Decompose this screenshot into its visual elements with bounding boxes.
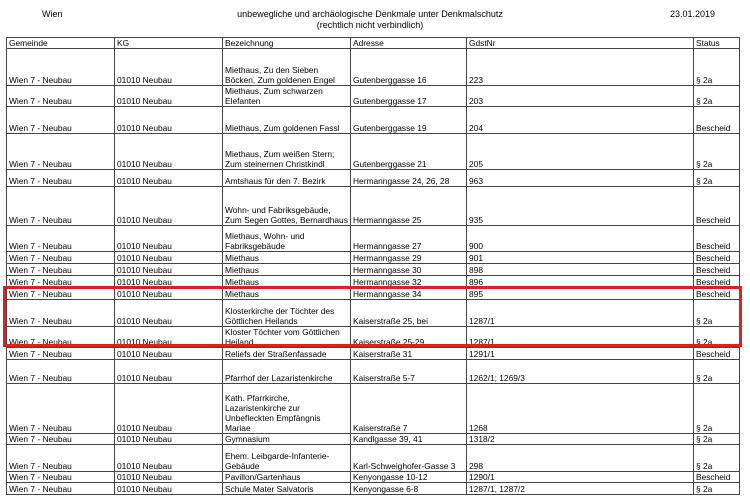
table-row [7, 187, 740, 226]
cell-status: Bescheid [694, 472, 740, 483]
table-row [7, 170, 740, 187]
cell-gdstnr: 204 [467, 107, 694, 134]
cell-adresse: Kenyongasse 10-12 [351, 472, 467, 483]
monument-table [6, 37, 740, 495]
cell-status: Bescheid [694, 348, 740, 360]
table-row [7, 288, 740, 300]
cell-status: § 2a [694, 134, 740, 170]
cell-kg: 01010 Neubau [115, 434, 223, 445]
cell-bezeichnung: Miethaus [223, 276, 351, 288]
cell-bezeichnung: Miethaus [223, 252, 351, 264]
table-row [7, 348, 740, 360]
cell-kg: 01010 Neubau [115, 300, 223, 327]
document-title [195, 9, 545, 31]
document-date: 23.01.2019 [670, 9, 716, 19]
cell-gemeinde: Wien 7 - Neubau [7, 49, 115, 86]
cell-adresse: Kaiserstraße 31 [351, 348, 467, 360]
cell-adresse: Hermanngasse 24, 26, 28 [351, 170, 467, 187]
cell-gemeinde: Wien 7 - Neubau [7, 252, 115, 264]
cell-status: § 2a [694, 86, 740, 107]
cell-gemeinde: Wien 7 - Neubau [7, 187, 115, 226]
cell-kg: 01010 Neubau [115, 134, 223, 170]
cell-gemeinde: Wien 7 - Neubau [7, 226, 115, 252]
cell-gdstnr: 896 [467, 276, 694, 288]
cell-gemeinde: Wien 7 - Neubau [7, 445, 115, 472]
cell-gdstnr: 895 [467, 288, 694, 300]
cell-adresse: Hermanngasse 32 [351, 276, 467, 288]
cell-status: § 2a [694, 445, 740, 472]
document-header [0, 0, 750, 36]
cell-kg: 01010 Neubau [115, 327, 223, 348]
table-row [7, 434, 740, 445]
cell-gdstnr: 900 [467, 226, 694, 252]
cell-gemeinde: Wien 7 - Neubau [7, 264, 115, 276]
cell-bezeichnung: Klosterkirche der Töchter des Göttlichen Heilands [223, 300, 351, 327]
cell-bezeichnung: Wohn- und Fabriksgebäude, Zum Segen Gottes, Bernardhaus [223, 187, 351, 226]
column-header-adresse: Adresse [351, 38, 467, 49]
cell-status: § 2a [694, 434, 740, 445]
cell-gdstnr: 205 [467, 134, 694, 170]
table-row [7, 264, 740, 276]
column-header-gemeinde: Gemeinde [7, 38, 115, 49]
place-name: Wien [42, 9, 63, 19]
cell-bezeichnung: Ehem. Leibgarde-Infanterie-Gebäude [223, 445, 351, 472]
cell-gdstnr: 898 [467, 264, 694, 276]
cell-status: § 2a [694, 384, 740, 434]
cell-kg: 01010 Neubau [115, 226, 223, 252]
cell-gdstnr: 1291/1 [467, 348, 694, 360]
cell-gemeinde: Wien 7 - Neubau [7, 483, 115, 495]
cell-gdstnr: 203 [467, 86, 694, 107]
cell-status: Bescheid [694, 252, 740, 264]
cell-gemeinde: Wien 7 - Neubau [7, 86, 115, 107]
cell-kg: 01010 Neubau [115, 288, 223, 300]
cell-status: § 2a [694, 49, 740, 86]
cell-gdstnr: 298 [467, 445, 694, 472]
cell-bezeichnung: Miethaus [223, 288, 351, 300]
cell-adresse: Hermanngasse 34 [351, 288, 467, 300]
cell-kg: 01010 Neubau [115, 276, 223, 288]
cell-adresse: Hermanngasse 27 [351, 226, 467, 252]
cell-bezeichnung: Reliefs der Straßenfassade [223, 348, 351, 360]
cell-adresse: Kaiserstraße 25-29 [351, 327, 467, 348]
cell-kg: 01010 Neubau [115, 483, 223, 495]
cell-adresse: Gutenberggasse 16 [351, 49, 467, 86]
cell-gdstnr: 1290/1 [467, 472, 694, 483]
cell-gemeinde: Wien 7 - Neubau [7, 327, 115, 348]
cell-kg: 01010 Neubau [115, 445, 223, 472]
cell-gdstnr: 901 [467, 252, 694, 264]
cell-adresse: Kaiserstraße 25, bei [351, 300, 467, 327]
cell-bezeichnung: Schule Mater Salvatoris [223, 483, 351, 495]
table-row [7, 134, 740, 170]
cell-kg: 01010 Neubau [115, 49, 223, 86]
title-line: unbewegliche und archäologische Denkmale unter Denkmalschutz [237, 9, 503, 19]
cell-status: Bescheid [694, 276, 740, 288]
cell-kg: 01010 Neubau [115, 264, 223, 276]
cell-kg: 01010 Neubau [115, 348, 223, 360]
cell-adresse: Gutenberggasse 19 [351, 107, 467, 134]
cell-kg: 01010 Neubau [115, 187, 223, 226]
cell-bezeichnung: Miethaus, Zu den Sieben Böcken, Zum goldenen Engel [223, 49, 351, 86]
cell-adresse: Gutenberggasse 21 [351, 134, 467, 170]
cell-kg: 01010 Neubau [115, 170, 223, 187]
table-row [7, 86, 740, 107]
cell-gemeinde: Wien 7 - Neubau [7, 276, 115, 288]
cell-bezeichnung: Pavillon/Gartenhaus [223, 472, 351, 483]
cell-gdstnr: 1262/1; 1269/3 [467, 360, 694, 384]
cell-status: Bescheid [694, 264, 740, 276]
cell-adresse: Kaiserstraße 7 [351, 384, 467, 434]
cell-status: § 2a [694, 300, 740, 327]
cell-bezeichnung: Miethaus, Zum weißen Stern; Zum steinernen Christkindl [223, 134, 351, 170]
cell-bezeichnung: Miethaus [223, 264, 351, 276]
cell-status: Bescheid [694, 107, 740, 134]
cell-status: Bescheid [694, 226, 740, 252]
cell-gdstnr: 1318/2 [467, 434, 694, 445]
cell-gemeinde: Wien 7 - Neubau [7, 288, 115, 300]
cell-gdstnr: 1268 [467, 384, 694, 434]
cell-status: § 2a [694, 483, 740, 495]
cell-adresse: Hermanngasse 25 [351, 187, 467, 226]
cell-gemeinde: Wien 7 - Neubau [7, 472, 115, 483]
cell-bezeichnung: Kloster Töchter vom Göttlichen Heiland [223, 327, 351, 348]
table-row [7, 472, 740, 483]
table-row [7, 300, 740, 327]
cell-bezeichnung: Miethaus, Wohn- und Fabriksgebäude [223, 226, 351, 252]
cell-gdstnr: 1287/1 [467, 327, 694, 348]
table-body [7, 49, 740, 495]
cell-status: § 2a [694, 327, 740, 348]
cell-gdstnr: 1287/1 [467, 300, 694, 327]
cell-kg: 01010 Neubau [115, 472, 223, 483]
cell-kg: 01010 Neubau [115, 360, 223, 384]
cell-gemeinde: Wien 7 - Neubau [7, 134, 115, 170]
cell-bezeichnung: Gymnasium [223, 434, 351, 445]
cell-bezeichnung: Pfarrhof der Lazaristenkirche [223, 360, 351, 384]
cell-status: § 2a [694, 360, 740, 384]
cell-gemeinde: Wien 7 - Neubau [7, 170, 115, 187]
table-header-row [7, 38, 740, 49]
cell-bezeichnung: Amtshaus für den 7. Bezirk [223, 170, 351, 187]
cell-kg: 01010 Neubau [115, 86, 223, 107]
table-row [7, 327, 740, 348]
cell-gdstnr: 223 [467, 49, 694, 86]
cell-gemeinde: Wien 7 - Neubau [7, 384, 115, 434]
cell-gdstnr: 963 [467, 170, 694, 187]
cell-adresse: Kandlgasse 39, 41 [351, 434, 467, 445]
cell-bezeichnung: Miethaus, Zum goldenen Fassl [223, 107, 351, 134]
cell-adresse: Gutenberggasse 17 [351, 86, 467, 107]
cell-gemeinde: Wien 7 - Neubau [7, 107, 115, 134]
table-row [7, 360, 740, 384]
table-row [7, 384, 740, 434]
cell-bezeichnung: Kath. Pfarrkirche, Lazaristenkirche zur Unbefleckten Empfängnis Mariae [223, 384, 351, 434]
cell-adresse: Kenyongasse 6-8 [351, 483, 467, 495]
cell-kg: 01010 Neubau [115, 107, 223, 134]
cell-adresse: Karl-Schweighofer-Gasse 3 [351, 445, 467, 472]
cell-adresse: Hermanngasse 30 [351, 264, 467, 276]
table-row [7, 252, 740, 264]
column-header-kg: KG [115, 38, 223, 49]
cell-status: Bescheid [694, 187, 740, 226]
cell-gemeinde: Wien 7 - Neubau [7, 300, 115, 327]
column-header-status: Status [694, 38, 740, 49]
cell-gemeinde: Wien 7 - Neubau [7, 348, 115, 360]
cell-gemeinde: Wien 7 - Neubau [7, 360, 115, 384]
table-row [7, 483, 740, 495]
cell-adresse: Hermanngasse 29 [351, 252, 467, 264]
cell-gemeinde: Wien 7 - Neubau [7, 434, 115, 445]
cell-kg: 01010 Neubau [115, 252, 223, 264]
table-row [7, 276, 740, 288]
table-row [7, 445, 740, 472]
subtitle-line: (rechtlich nicht verbindlich) [316, 20, 424, 30]
cell-status: § 2a [694, 170, 740, 187]
cell-kg: 01010 Neubau [115, 384, 223, 434]
table-row [7, 49, 740, 86]
cell-gdstnr: 935 [467, 187, 694, 226]
column-header-bezeichnung: Bezeichnung [223, 38, 351, 49]
table-row [7, 226, 740, 252]
column-header-gdstnr: GdstNr [467, 38, 694, 49]
cell-status: Bescheid [694, 288, 740, 300]
table-row [7, 107, 740, 134]
cell-bezeichnung: Miethaus, Zum schwarzen Elefanten [223, 86, 351, 107]
cell-gdstnr: 1287/1, 1287/2 [467, 483, 694, 495]
cell-adresse: Kaiserstraße 5-7 [351, 360, 467, 384]
